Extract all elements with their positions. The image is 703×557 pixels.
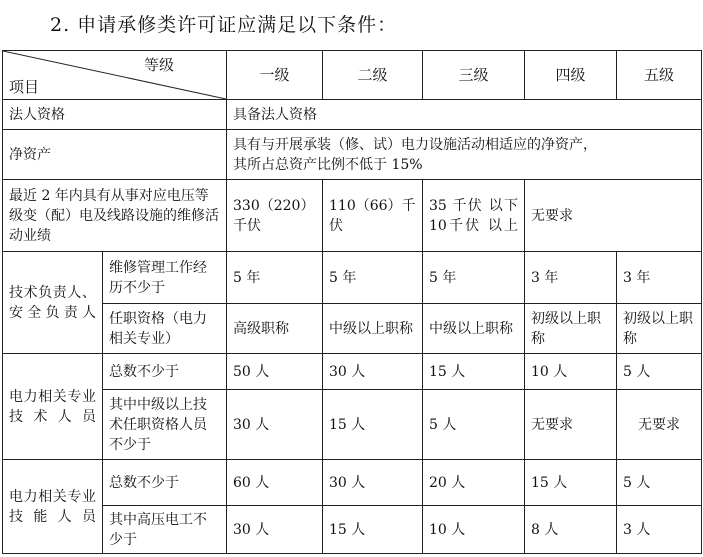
level-1-header: 一级 [227, 51, 323, 100]
header-row [3, 51, 702, 100]
row-value: 具备法人资格 [227, 100, 702, 130]
cell-value: 15 人 [323, 390, 423, 460]
cell-value: 初级以上职称 [617, 304, 702, 354]
row-label: 法人资格 [3, 100, 227, 130]
cell-value: 110（66）千伏 [323, 180, 423, 252]
cell-value: 35 千伏 以下 10千伏 以上 [423, 180, 525, 252]
cell-value: 3 年 [525, 252, 617, 304]
cell-value: 中级以上职称 [323, 304, 423, 354]
cell-value: 初级以上职称 [525, 304, 617, 354]
table-row [3, 506, 702, 554]
level-3-header: 三级 [423, 51, 525, 100]
cell-value: 60 人 [227, 460, 323, 506]
row-value [227, 130, 702, 180]
cell-value: 330（220）千伏 [227, 180, 323, 252]
table-row [3, 354, 702, 390]
cell-value: 5 人 [423, 390, 525, 460]
cell-value: 10 人 [525, 354, 617, 390]
value-line: 具有与开展承装（修、试）电力设施活动相适应的净资产， [233, 136, 597, 153]
level-label: 等级 [143, 56, 174, 74]
row-label: 最近 2 年内具有从事对应电压等级变（配）电及线路设施的维修活动业绩 [3, 180, 227, 252]
cell-value: 15 人 [423, 354, 525, 390]
cell-value: 5 年 [423, 252, 525, 304]
row-label: 维修管理工作经历不少于 [103, 252, 227, 304]
level-4-header: 四级 [525, 51, 617, 100]
cell-value: 3 年 [617, 252, 702, 304]
cell-value: 50 人 [227, 354, 323, 390]
header-corner-cell [3, 51, 227, 100]
value-line: 其所占总资产比例不低于 15% [233, 156, 423, 173]
cell-value: 30 人 [227, 506, 323, 554]
cell-value: 30 人 [227, 390, 323, 460]
group-label: 技术负责人、安全负责人 [3, 252, 103, 354]
table-row [3, 130, 702, 180]
group-label: 电力相关专业技能人员 [3, 460, 103, 554]
table-row [3, 100, 702, 130]
row-label: 其中中级以上技术任职资格人员不少于 [103, 390, 227, 460]
cell-value: 5 年 [323, 252, 423, 304]
item-label: 项目 [9, 78, 40, 96]
cell-value: 30 人 [323, 460, 423, 506]
cell-value: 5 人 [617, 354, 702, 390]
table-row [3, 460, 702, 506]
cell-value: 高级职称 [227, 304, 323, 354]
row-label: 其中高压电工不少于 [103, 506, 227, 554]
cell-value: 无要求 [617, 390, 702, 460]
cell-value: 无要求 [525, 180, 702, 252]
table-row [3, 180, 702, 252]
cell-value: 5 年 [227, 252, 323, 304]
license-requirements-table [2, 50, 702, 554]
cell-value: 8 人 [525, 506, 617, 554]
cell-value: 中级以上职称 [423, 304, 525, 354]
cell-value: 30 人 [323, 354, 423, 390]
section-heading: 2. 申请承修类许可证应满足以下条件： [50, 14, 398, 36]
table-row [3, 304, 702, 354]
row-label: 总数不少于 [103, 354, 227, 390]
cell-value: 无要求 [525, 390, 617, 460]
cell-value: 5 人 [617, 460, 702, 506]
table-row [3, 252, 702, 304]
row-label: 任职资格（电力相关专业） [103, 304, 227, 354]
table-row [3, 390, 702, 460]
cell-value: 10 人 [423, 506, 525, 554]
cell-value: 15 人 [323, 506, 423, 554]
cell-value: 3 人 [617, 506, 702, 554]
level-2-header: 二级 [323, 51, 423, 100]
cell-value: 20 人 [423, 460, 525, 506]
cell-value: 15 人 [525, 460, 617, 506]
row-label: 净资产 [3, 130, 227, 180]
row-label: 总数不少于 [103, 460, 227, 506]
group-label: 电力相关专业技术人员 [3, 354, 103, 460]
level-5-header: 五级 [617, 51, 702, 100]
